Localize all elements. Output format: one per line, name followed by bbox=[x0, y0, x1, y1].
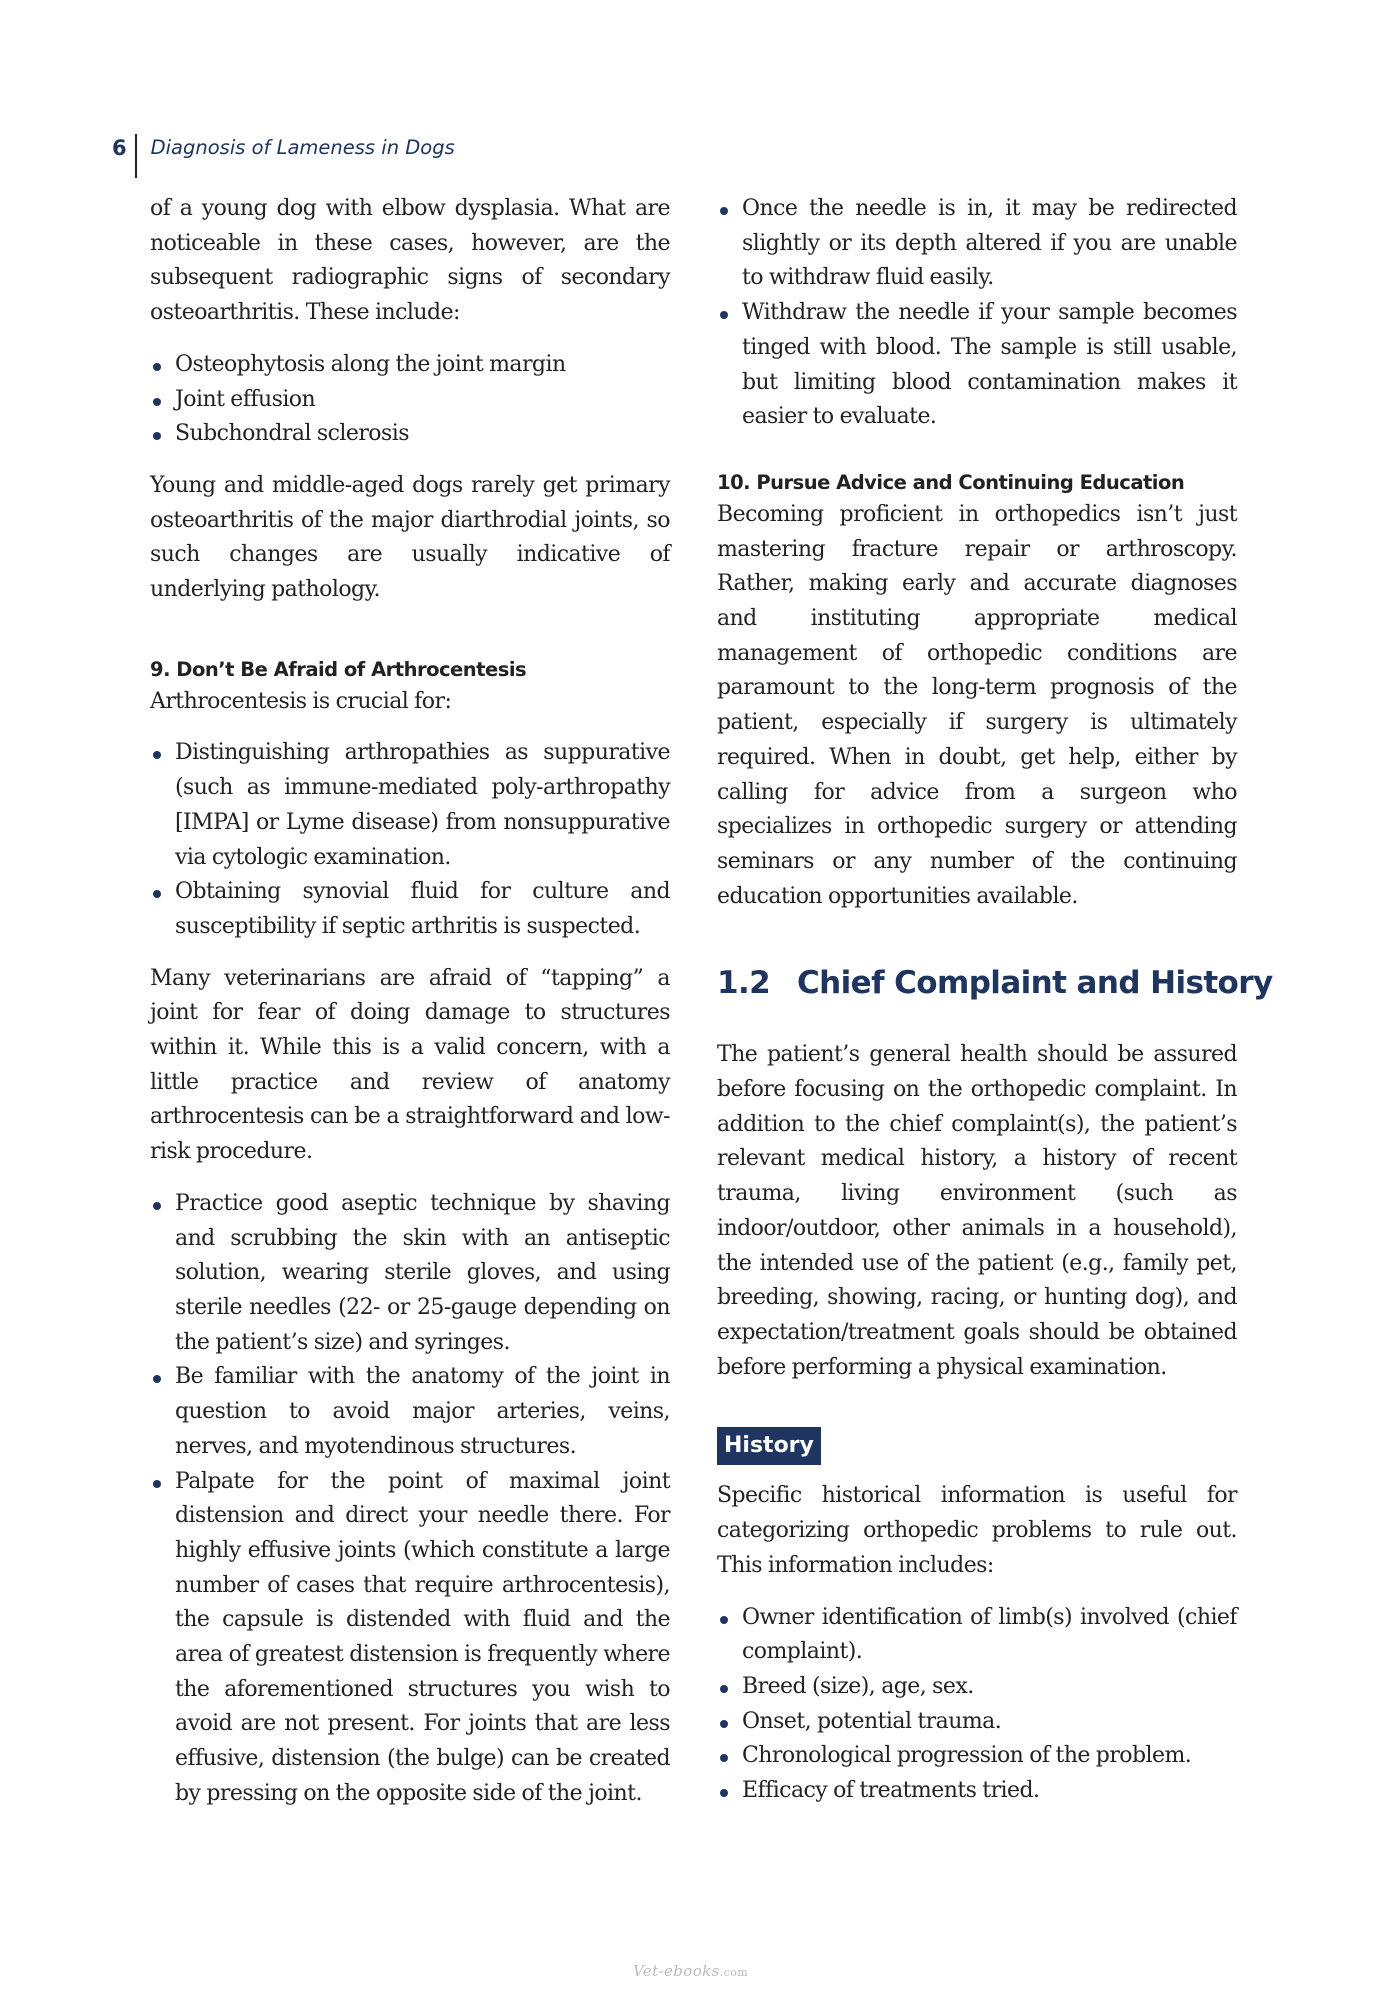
left-column bbox=[150, 192, 670, 1829]
bullet-icon bbox=[153, 1480, 161, 1488]
list-item: Be familiar with the anatomy of the joint in question to avoid major arteries, veins, nerves, and myotendinous structures. bbox=[150, 1360, 670, 1464]
subheading-10: 10. Pursue Advice and Continuing Education bbox=[717, 470, 1185, 494]
paragraph: of a young dog with elbow dysplasia. What are noticeable in these cases, however, are the subsequent radiographic signs of secondary osteoarthritis. These include: bbox=[150, 196, 670, 326]
bullet-list bbox=[717, 192, 1237, 435]
bullet-icon bbox=[720, 311, 728, 319]
paragraph: Becoming proficient in orthopedics isn’t just mastering fracture repair or arthroscopy. Rather, making early and accurate diagnoses and instituting appropriate medical management of orthopedic conditions are paramount to the long-term prognosis of the patient, especially if surgery is ultimately required. When in doubt, get help, either by calling for advice from a surgeon who specializes in orthopedic surgery or attending seminars or any number of the continuing education opportunities available. bbox=[717, 501, 1237, 909]
paragraph: Young and middle-aged dogs rarely get primary osteoarthritis of the major diarthrodial joints, so such changes are usually indicative of underlying pathology. bbox=[150, 472, 670, 603]
list-item: Palpate for the point of maximal joint distension and direct your needle there. For highly effusive joints (which constitute a large number of cases that require arthrocentesis), the capsule is distended with fluid and the area of greatest distension is frequently where the aforementioned structures you wish to avoid are not present. For joints that are less effusive, distension (the bulge) can be created by pressing on the opposite side of the joint. bbox=[150, 1465, 670, 1812]
paragraph: The patient’s general health should be assured before focusing on the orthopedic complaint. In addition to the chief complaint(s), the patient’s relevant medical history, a history of recent trauma, living environment (such as indoor/outdoor, other animals in a household), the intended use of the patient (e.g., family pet, breeding, showing, racing, or hunting dog), and expectation/treatment goals should be obtained before performing a physical examination. bbox=[717, 1042, 1237, 1380]
page-number: 6 bbox=[112, 136, 127, 160]
paragraph: Many veterinarians are afraid of “tapping” a joint for fear of doing damage to structures within it. While this is a valid concern, with a little practice and review of anatomy arthrocentesis can be a straightforward and low-risk procedure. bbox=[150, 965, 670, 1165]
bullet-icon bbox=[720, 207, 728, 215]
list-item: Breed (size), age, sex. bbox=[717, 1670, 1237, 1705]
list-item: Subchondral sclerosis bbox=[150, 417, 670, 452]
list-item: Onset, potential trauma. bbox=[717, 1705, 1237, 1740]
list-item: Withdraw the needle if your sample becomes tinged with blood. The sample is still usable, but limiting blood contamination makes it easier to evaluate. bbox=[717, 296, 1237, 435]
section-title: Chief Complaint and History bbox=[797, 965, 1273, 1002]
bullet-list bbox=[150, 736, 670, 944]
paragraph: Arthrocentesis is crucial for: bbox=[150, 688, 452, 714]
bullet-icon bbox=[720, 1754, 728, 1762]
list-item: Once the needle is in, it may be redirected slightly or its depth altered if you are unable to withdraw fluid easily. bbox=[717, 192, 1237, 296]
list-item: Owner identification of limb(s) involved (chief complaint). bbox=[717, 1601, 1237, 1670]
watermark bbox=[633, 1962, 748, 1980]
right-column bbox=[717, 192, 1273, 1826]
bullet-icon bbox=[153, 363, 161, 371]
section-number: 1.2 bbox=[717, 965, 771, 1002]
bullet-icon bbox=[153, 1375, 161, 1383]
watermark-text: Vet-ebooks bbox=[633, 1962, 720, 1980]
watermark-suffix: .com bbox=[719, 1966, 749, 1979]
list-item: Chronological progression of the problem. bbox=[717, 1739, 1237, 1774]
paragraph: Specific historical information is useful for categorizing orthopedic problems to rule out. This information includes: bbox=[717, 1483, 1237, 1578]
history-label: History bbox=[717, 1427, 821, 1465]
subheading-9: 9. Don’t Be Afraid of Arthrocentesis bbox=[150, 657, 527, 681]
bullet-list bbox=[717, 1601, 1237, 1809]
bullet-icon bbox=[153, 751, 161, 759]
bullet-icon bbox=[720, 1720, 728, 1728]
list-item: Efficacy of treatments tried. bbox=[717, 1774, 1237, 1809]
bullet-list bbox=[150, 1187, 670, 1812]
bullet-icon bbox=[720, 1685, 728, 1693]
bullet-icon bbox=[720, 1616, 728, 1624]
bullet-icon bbox=[153, 1202, 161, 1210]
list-item: Joint effusion bbox=[150, 383, 670, 418]
list-item: Distinguishing arthropathies as suppurative (such as immune-mediated poly-arthropathy [IMPA] or Lyme disease) from nonsuppurative via cytologic examination. bbox=[150, 736, 670, 875]
bullet-icon bbox=[153, 432, 161, 440]
bullet-icon bbox=[153, 398, 161, 406]
list-item: Obtaining synovial fluid for culture and susceptibility if septic arthritis is suspected. bbox=[150, 875, 670, 944]
page-header bbox=[112, 134, 455, 178]
list-item: Practice good aseptic technique by shaving and scrubbing the skin with an antiseptic solution, wearing sterile gloves, and using sterile needles (22- or 25-gauge depending on the patient’s size) and syringes. bbox=[150, 1187, 670, 1361]
section-heading bbox=[717, 961, 1273, 1005]
header-divider bbox=[135, 134, 137, 178]
running-head: Diagnosis of Lameness in Dogs bbox=[150, 136, 455, 159]
bullet-icon bbox=[720, 1789, 728, 1797]
bullet-icon bbox=[153, 890, 161, 898]
bullet-list bbox=[150, 348, 670, 452]
list-item: Osteophytosis along the joint margin bbox=[150, 348, 670, 383]
